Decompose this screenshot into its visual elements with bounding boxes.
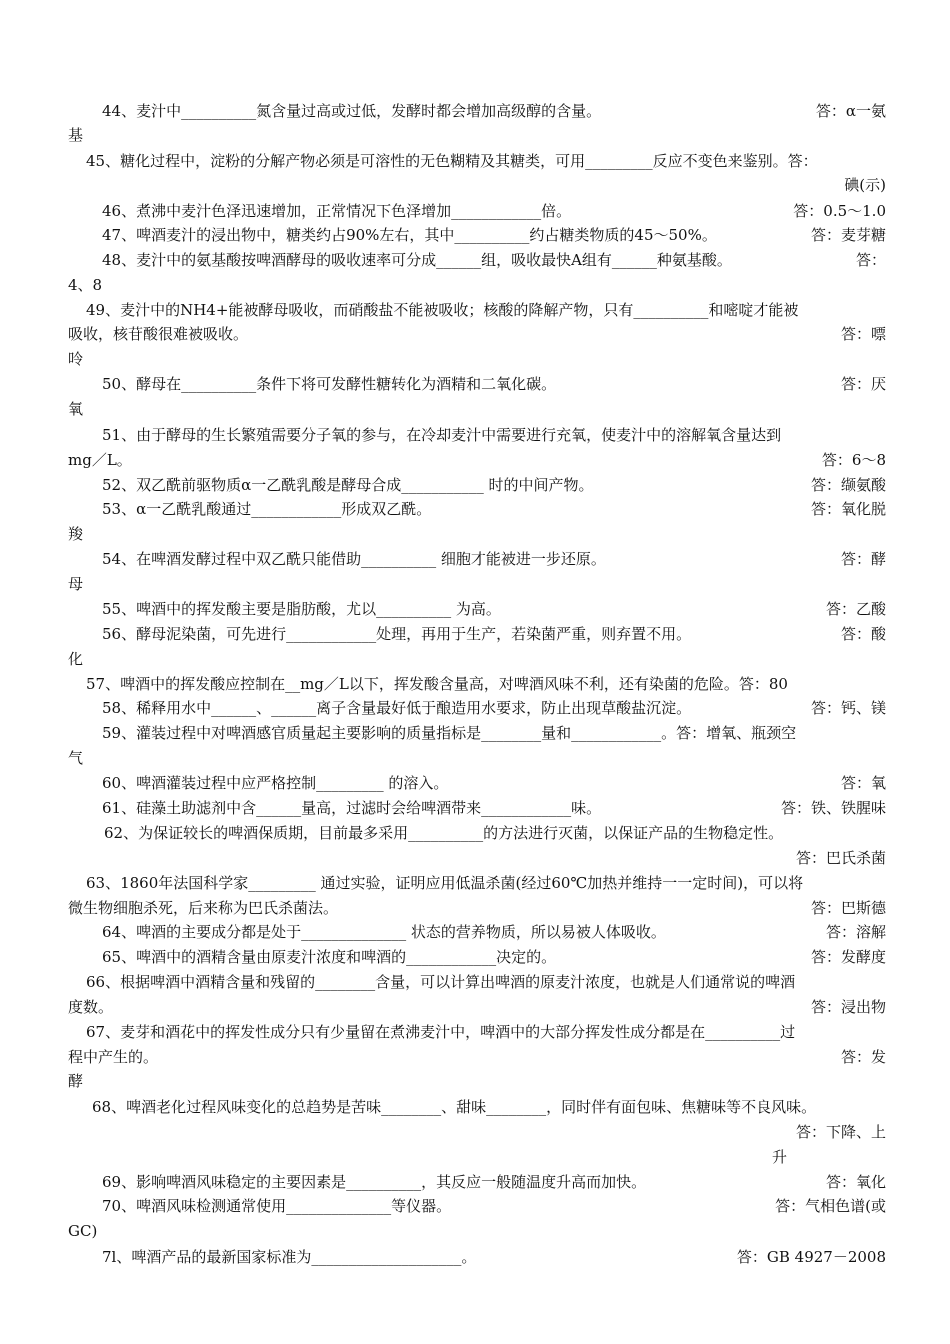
text-line xyxy=(68,946,886,968)
question-text: 度数。 xyxy=(68,998,114,1016)
answer-text: 碘(示) xyxy=(844,176,886,194)
text-line xyxy=(68,697,886,719)
text-line xyxy=(68,1021,886,1043)
answer-continuation: 化 xyxy=(68,650,84,668)
text-line xyxy=(68,249,886,271)
text-line xyxy=(68,424,886,446)
answer-continuation: 羧 xyxy=(68,525,84,543)
answer-text: 答：麦芽糖 xyxy=(810,226,886,244)
answer-text: 答：α一氨 xyxy=(815,102,886,120)
text-line xyxy=(68,573,886,595)
text-line xyxy=(68,398,886,420)
text-line xyxy=(68,348,886,370)
answer-text: 答：乙酸 xyxy=(825,600,886,618)
text-line xyxy=(68,150,886,172)
answer-continuation: 4、8 xyxy=(68,276,103,294)
answer-text: 答：厌 xyxy=(840,375,886,393)
answer-text: 答：铁、铁腥味 xyxy=(780,799,886,817)
question-text: 程中产生的。 xyxy=(68,1048,159,1066)
answer-text: 答：气相色谱(或 xyxy=(775,1197,886,1215)
question-text: 52、双乙酰前驱物质α一乙酰乳酸是酵母合成___________ 时的中间产物。 xyxy=(102,476,594,494)
answer-text: 答：溶解 xyxy=(825,923,886,941)
text-line xyxy=(68,200,886,222)
text-line xyxy=(68,1171,886,1193)
question-text: 63、1860年法国科学家_________ 通过实验，证明应用低温杀菌(经过60℃加热并维持一一定时间)，可以将 xyxy=(86,874,804,892)
answer-text: 答：浸出物 xyxy=(810,998,886,1016)
text-line xyxy=(68,1096,886,1118)
answer-text: 答：氧化脱 xyxy=(810,500,886,518)
question-text: 70、啤酒风味检测通常使用______________等仪器。 xyxy=(102,1197,452,1215)
text-line xyxy=(68,224,886,246)
text-line xyxy=(68,722,886,744)
answer-text: 答：发酵度 xyxy=(810,948,886,966)
answer-continuation: 基 xyxy=(68,126,84,144)
answer-text: 答：发 xyxy=(840,1048,886,1066)
text-line xyxy=(68,1046,886,1068)
question-text: 46、煮沸中麦汁色泽迅速增加，正常情况下色泽增加____________倍。 xyxy=(102,202,572,220)
answer-text: 答：氧化 xyxy=(825,1173,886,1191)
answer-text: 答：酸 xyxy=(840,625,886,643)
text-line xyxy=(68,772,886,794)
question-text: 7l、啤酒产品的最新国家标准为____________________。 xyxy=(102,1248,477,1266)
question-text: 48、麦汁中的氨基酸按啤酒酵母的吸收速率可分成______组，吸收最快A组有______种氨基酸。 xyxy=(102,251,732,269)
question-text: 68、啤酒老化过程风味变化的总趋势是苦味________、甜味________，同时伴有面包味、焦糖味等不良风味。 xyxy=(92,1098,817,1116)
answer-text: 答：0.5～1.0 xyxy=(793,202,886,220)
text-line xyxy=(68,548,886,570)
text-line xyxy=(68,921,886,943)
question-text: 56、酵母泥染菌，可先进行____________处理，再用于生产，若染菌严重，则弃置不用。 xyxy=(102,625,692,643)
question-text: 59、灌装过程中对啤酒感官质量起主要影响的质量指标是________量和____________。答：增氧、瓶颈空 xyxy=(102,724,797,742)
text-line xyxy=(68,1070,886,1092)
text-line xyxy=(68,1246,886,1268)
question-text: 50、酵母在__________条件下将可发酵性糖转化为酒精和二氧化碳。 xyxy=(102,375,557,393)
answer-text: 答：氧 xyxy=(840,774,886,792)
answer-text: 答：缬氨酸 xyxy=(810,476,886,494)
answer-text: 答：钙、镁 xyxy=(810,699,886,717)
question-text: 微生物细胞杀死，后来称为巴氏杀菌法。 xyxy=(68,899,339,917)
question-text: 60、啤酒灌装过程中应严格控制_________ 的溶入。 xyxy=(102,774,449,792)
question-text: 69、影响啤酒风味稳定的主要因素是__________，其反应一般随温度升高而加快。 xyxy=(102,1173,647,1191)
text-line xyxy=(68,648,886,670)
text-line xyxy=(68,274,886,296)
text-line xyxy=(68,124,886,146)
answer-continuation: 气 xyxy=(68,749,84,767)
answer-text: 答：酵 xyxy=(840,550,886,568)
question-text: 44、麦汁中__________氮含量过高或过低，发酵时都会增加高级醇的含量。 xyxy=(102,102,602,120)
answer-text: 答：6～8 xyxy=(821,451,886,469)
question-text: 51、由于酵母的生长繁殖需要分子氧的参与，在冷却麦汁中需要进行充氧，使麦汁中的溶解氧含量达到 xyxy=(102,426,782,444)
question-text: mg／L。 xyxy=(68,451,132,469)
text-line xyxy=(68,474,886,496)
text-line xyxy=(68,623,886,645)
text-line xyxy=(68,971,886,993)
question-text: 66、根据啤酒中酒精含量和残留的________含量，可以计算出啤酒的原麦汁浓度，也就是人们通常说的啤酒 xyxy=(86,973,796,991)
answer-text: 答：GB 4927－2008 xyxy=(736,1248,886,1266)
text-line xyxy=(68,897,886,919)
question-text: 58、稀释用水中______、______离子含量最好低于酿造用水要求，防止出现草酸盐沉淀。 xyxy=(102,699,692,717)
answer-text: 答：巴氏杀菌 xyxy=(795,849,886,867)
text-line xyxy=(68,797,886,819)
answer-continuation: GC) xyxy=(68,1222,98,1240)
text-line xyxy=(68,1195,886,1217)
text-line xyxy=(68,1146,886,1168)
text-line xyxy=(68,847,886,869)
question-text: 61、硅藻土助滤剂中含______量高，过滤时会给啤酒带来____________味。 xyxy=(102,799,602,817)
answer-text: 答：嘌 xyxy=(840,325,886,343)
text-line xyxy=(68,373,886,395)
text-line xyxy=(68,498,886,520)
text-line xyxy=(68,747,886,769)
question-text: 吸收，核苷酸很难被吸收。 xyxy=(68,325,249,343)
answer-text: 答：巴斯德 xyxy=(810,899,886,917)
question-text: 65、啤酒中的酒精含量由原麦汁浓度和啤酒的____________决定的。 xyxy=(102,948,557,966)
text-line xyxy=(68,299,886,321)
question-text: 54、在啤酒发酵过程中双乙酰只能借助__________ 细胞才能被进一步还原。 xyxy=(102,550,606,568)
text-line xyxy=(68,673,886,695)
answer-continuation: 母 xyxy=(68,575,84,593)
text-line xyxy=(68,1121,886,1143)
text-line xyxy=(68,872,886,894)
answer-continuation: 氧 xyxy=(68,400,84,418)
question-text: 47、啤酒麦汁的浸出物中，糖类约占90%左右，其中__________约占糖类物质的45～50%。 xyxy=(102,226,717,244)
text-line xyxy=(68,100,886,122)
text-line xyxy=(68,996,886,1018)
text-line xyxy=(68,1220,886,1242)
text-line xyxy=(68,174,886,196)
answer-continuation: 呤 xyxy=(68,350,84,368)
text-line xyxy=(68,598,886,620)
question-text: 57、啤酒中的挥发酸应控制在__mg／L以下，挥发酸含量高，对啤酒风味不利，还有染菌的危险。答：80 xyxy=(86,675,788,693)
question-text: 53、α一乙酰乳酸通过____________形成双乙酰。 xyxy=(102,500,432,518)
question-text: 55、啤酒中的挥发酸主要是脂肪酸，尤以__________ 为高。 xyxy=(102,600,501,618)
text-line xyxy=(68,323,886,345)
answer-continuation: 升 xyxy=(772,1148,788,1166)
answer-text: 答：下降、上 xyxy=(795,1123,886,1141)
answer-continuation: 酵 xyxy=(68,1072,84,1090)
question-text: 67、麦芽和酒花中的挥发性成分只有少量留在煮沸麦汁中，啤酒中的大部分挥发性成分都是在__________过 xyxy=(86,1023,796,1041)
question-text: 49、麦汁中的NH4+能被酵母吸收，而硝酸盐不能被吸收；核酸的降解产物，只有__________和嘧啶才能被 xyxy=(86,301,799,319)
text-line xyxy=(68,523,886,545)
question-text: 64、啤酒的主要成分都是处于______________ 状态的营养物质，所以易被人体吸收。 xyxy=(102,923,666,941)
question-text: 62、为保证较长的啤酒保质期，目前最多采用__________的方法进行灭菌，以保证产品的生物稳定性。 xyxy=(104,824,784,842)
text-line xyxy=(68,822,886,844)
text-line xyxy=(68,449,886,471)
question-text: 45、糖化过程中，淀粉的分解产物必须是可溶性的无色糊精及其糖类，可用_________反应不变色来鉴别。答： xyxy=(86,152,818,170)
answer-text: 答： xyxy=(855,251,886,269)
